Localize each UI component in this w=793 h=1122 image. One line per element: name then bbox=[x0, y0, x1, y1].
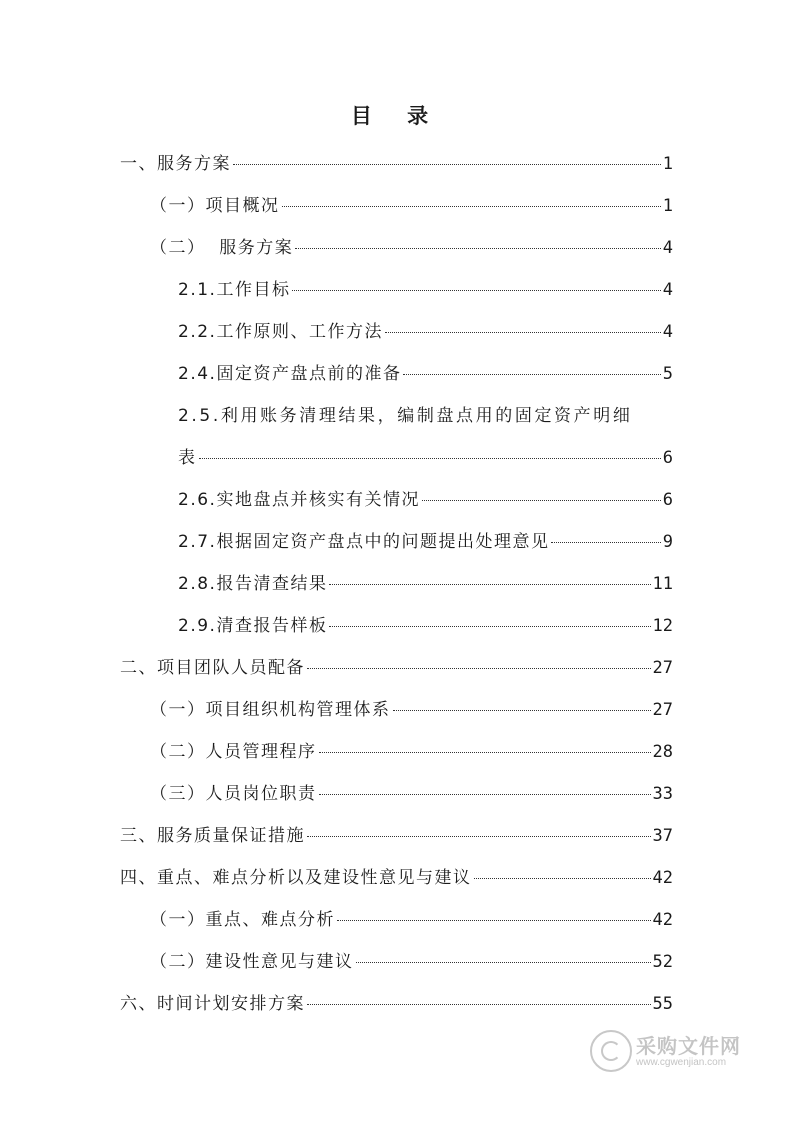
dot-leader bbox=[385, 332, 661, 333]
toc-entry-page: 1 bbox=[662, 154, 673, 174]
dot-leader bbox=[422, 500, 661, 501]
toc-entry[interactable] bbox=[150, 233, 673, 258]
toc-entry[interactable] bbox=[150, 779, 673, 804]
dot-leader bbox=[307, 668, 651, 669]
toc-entry-label: （二） 服务方案 bbox=[150, 238, 294, 258]
toc-entry-page: 42 bbox=[652, 910, 673, 930]
toc-entry-page: 4 bbox=[662, 280, 673, 300]
toc-entry-page: 9 bbox=[662, 532, 673, 552]
dot-leader bbox=[233, 164, 661, 165]
dot-leader bbox=[307, 1004, 651, 1005]
toc-entry-label-cont: 表 bbox=[178, 448, 197, 468]
toc-entry[interactable] bbox=[178, 275, 673, 300]
toc-entry-page: 6 bbox=[662, 448, 673, 468]
dot-leader bbox=[292, 290, 660, 291]
toc-entry-label: 六、时间计划安排方案 bbox=[120, 994, 305, 1014]
toc-entry[interactable] bbox=[150, 947, 673, 972]
toc-entry-label: 2.4.固定资产盘点前的准备 bbox=[178, 364, 402, 384]
toc-entry-page: 6 bbox=[662, 490, 673, 510]
toc-entry[interactable] bbox=[178, 317, 673, 342]
dot-leader bbox=[307, 836, 651, 837]
dot-leader bbox=[319, 794, 651, 795]
toc-entry[interactable] bbox=[150, 695, 673, 720]
toc-entry[interactable] bbox=[150, 737, 673, 762]
toc-entry[interactable] bbox=[120, 149, 673, 174]
toc-entry-label: 2.7.根据固定资产盘点中的问题提出处理意见 bbox=[178, 532, 550, 552]
toc-entry[interactable] bbox=[120, 989, 673, 1014]
toc-entry-label: 一、服务方案 bbox=[120, 154, 231, 174]
toc-entry-label: （三）人员岗位职责 bbox=[150, 784, 317, 804]
watermark-title: 采购文件网 bbox=[636, 1034, 741, 1058]
dot-leader bbox=[356, 962, 651, 963]
toc-entry-label: 2.5.利用账务清理结果，编制盘点用的固定资产明细 bbox=[178, 406, 633, 426]
toc-entry[interactable] bbox=[120, 863, 673, 888]
toc-entry-page: 33 bbox=[652, 784, 673, 804]
toc-entry-page: 4 bbox=[662, 238, 673, 258]
toc-entry-page: 37 bbox=[652, 826, 673, 846]
toc-entry-page: 12 bbox=[652, 616, 673, 636]
dot-leader bbox=[393, 710, 651, 711]
toc-entry-label: （二）人员管理程序 bbox=[150, 742, 317, 762]
toc-entry-page: 5 bbox=[662, 364, 673, 384]
toc-entry-label: （二）建设性意见与建议 bbox=[150, 952, 354, 972]
watermark-logo bbox=[590, 1030, 750, 1076]
dot-leader bbox=[337, 920, 651, 921]
dot-leader bbox=[295, 248, 660, 249]
toc-entry-label: （一）项目概况 bbox=[150, 196, 280, 216]
dot-leader bbox=[329, 626, 650, 627]
toc-entry-page: 28 bbox=[652, 742, 673, 762]
toc-entry[interactable] bbox=[178, 485, 673, 510]
toc-entry[interactable] bbox=[178, 359, 673, 384]
toc-entry[interactable] bbox=[150, 905, 673, 930]
toc-entry-page: 42 bbox=[652, 868, 673, 888]
toc-entry-label: （一）重点、难点分析 bbox=[150, 910, 335, 930]
toc-entry[interactable] bbox=[178, 611, 673, 636]
toc-entry-page: 1 bbox=[662, 196, 673, 216]
toc-entry-page: 11 bbox=[652, 574, 673, 594]
toc-entry-label: 2.2.工作原则、工作方法 bbox=[178, 322, 383, 342]
toc-entry-page: 52 bbox=[652, 952, 673, 972]
dot-leader bbox=[403, 374, 660, 375]
watermark-url: www.cgwenjian.com bbox=[636, 1057, 727, 1068]
toc-entry-page: 27 bbox=[652, 700, 673, 720]
dot-leader bbox=[319, 752, 651, 753]
toc-entry[interactable] bbox=[178, 527, 673, 552]
dot-leader bbox=[282, 206, 661, 207]
toc-entry-label: 三、服务质量保证措施 bbox=[120, 826, 305, 846]
dot-leader bbox=[329, 584, 650, 585]
toc-entry-label: 二、项目团队人员配备 bbox=[120, 658, 305, 678]
watermark-emblem-icon bbox=[590, 1030, 632, 1072]
toc-entry-page: 4 bbox=[662, 322, 673, 342]
dot-leader bbox=[199, 458, 661, 459]
toc-entry[interactable] bbox=[120, 821, 673, 846]
toc-entry-page: 55 bbox=[652, 994, 673, 1014]
toc-title: 目 录 bbox=[350, 103, 443, 128]
toc-entry-label: 2.1.工作目标 bbox=[178, 280, 291, 300]
toc-entry[interactable] bbox=[120, 653, 673, 678]
toc-entry-label: 四、重点、难点分析以及建设性意见与建议 bbox=[120, 868, 472, 888]
dot-leader bbox=[551, 542, 660, 543]
toc-entry-label: 2.8.报告清查结果 bbox=[178, 574, 328, 594]
toc-entry-page: 27 bbox=[652, 658, 673, 678]
toc-entry[interactable] bbox=[150, 191, 673, 216]
toc-entry-wrapped[interactable] bbox=[178, 401, 673, 426]
toc-entry-label: 2.9.清查报告样板 bbox=[178, 616, 328, 636]
toc-entry-label: 2.6.实地盘点并核实有关情况 bbox=[178, 490, 420, 510]
toc-entry[interactable] bbox=[178, 569, 673, 594]
toc-entry-label: （一）项目组织机构管理体系 bbox=[150, 700, 391, 720]
dot-leader bbox=[474, 878, 651, 879]
toc-entry-continuation[interactable] bbox=[178, 443, 673, 468]
